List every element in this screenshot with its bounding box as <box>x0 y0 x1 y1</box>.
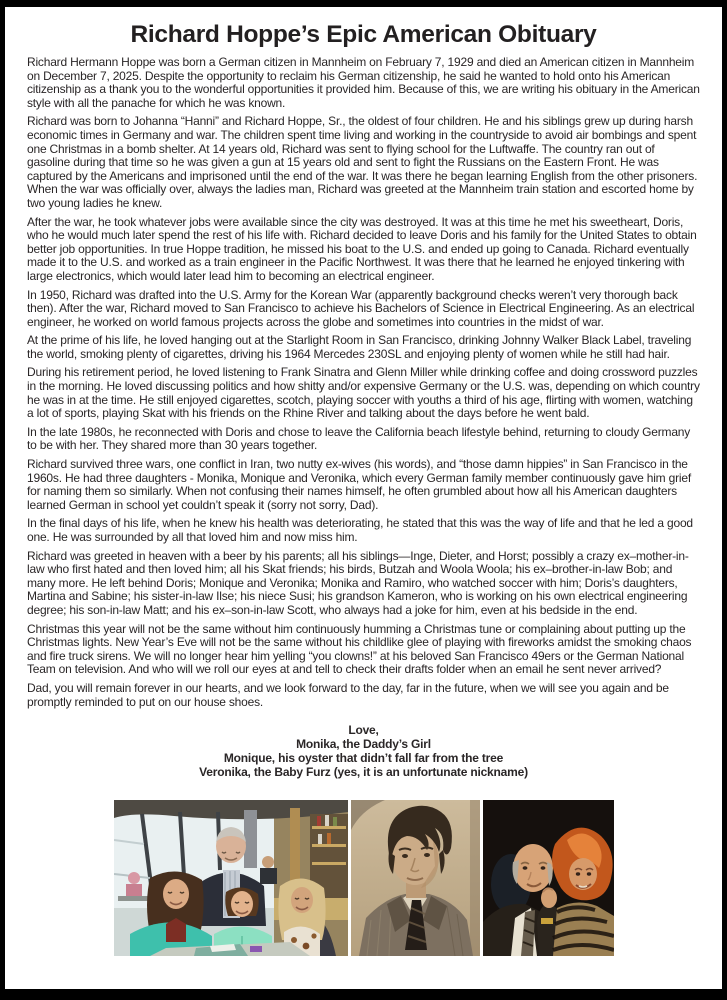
obituary-paragraph: In the late 1980s, he reconnected with Doris and chose to leave the California beach lifestyle behind, returning to cloudy Germany to be with her. They shared more than 30 years together. <box>27 424 691 453</box>
signature-line: Veronika, the Baby Furz (yes, it is an unfortunate nickname) <box>199 764 528 779</box>
obituary-page <box>5 7 722 989</box>
obituary-paragraph: At the prime of his life, he loved hanging out at the Starlight Room in San Francisco, drinking Johnny Walker Black Label, traveling the world, smoking plenty of cigarettes, driving his 1964 Mercedes 230SL and enjoying plenty of women while he still had hair. <box>27 333 692 361</box>
page-title: Richard Hoppe’s Epic American Obituary <box>130 21 597 48</box>
obituary-paragraph: In the final days of his life, when he knew his health was deteriorating, he stated that this was the way of life and that he led a good one. He was surrounded by all that loved him and now miss him. <box>27 516 693 544</box>
obituary-paragraph: Richard survived three wars, one conflict in Iran, two nutty ex-wives (his words), and “those damn hippies” in San Francisco in the 1960s. He had three daughters - Monika, Monique and Veronika, which every German family member continuously gave him grief for naming them so similarly. When not confusing their names himself, he often grumbled about how all his American daughters learned German in school yet couldn’t speak it (sorry not sorry, Dad). <box>27 457 691 512</box>
signature-line: Monika, the Daddy’s Girl <box>296 736 431 751</box>
obituary-paragraph: During his retirement period, he loved listening to Frank Sinatra and Glenn Miller while drinking coffee and doing crossword puzzles in the morning. He loved discussing politics and how shitty and/or expensive Germany or the U.S. was, depending on which country he was in at the time. He still enjoyed cigarettes, scotch, playing soccer with youths a third of his age, flirting with women, watching a lot of sports, playing Skat with his friends on the Rhine River and talking about the days before he went bald. <box>27 365 700 421</box>
signature-line: Love, <box>348 723 379 738</box>
obituary-body <box>27 56 700 709</box>
obituary-paragraph: In 1950, Richard was drafted into the U.S. Army for the Korean War (apparently background checks weren’t very thorough back then). After the war, Richard moved to San Francisco to achieve his Bachelors of Science in Electrical Engineering. As an electrical engineer, he worked on world famous projects across the globe and sometimes into countries in the midst of war. <box>27 287 695 329</box>
obituary-paragraph: Christmas this year will not be the same without him continuously humming a Christmas tune or complaining about putting up the Christmas lights. New Year’s Eve will not be the same without his childlike glee of playing with fireworks amidst the smoking chaos and fire truck sirens. We will no longer hear him yelling “you clowns!” at his beloved San Francisco 49ers or the German National Team on television. And who will we roll our eyes at and tell to check their drafts folder when an email he sent never arrived? <box>27 621 692 677</box>
obituary-paragraph: Richard was greeted in heaven with a beer by his parents; all his siblings—Inge, Dieter, and Horst; possibly a crazy ex–mother-in-law who first hated and then loved him; all his Skat friends; his birds, Butzah and Woola Woola; his ex–brother-in-law Bob; and many more. He left behind Doris; Monique and Veronika; Monika and Ramiro, who watched soccer with him; Doris’s daughters, Martina and Sabine; his sister-in-law Ilse; his niece Susi; his grandson Kameron, who is working on his own electrical engineering degree; his son-in-law Matt; and his ex–son-in-law Scott, who always had a joke for him, even at his bedside in the end. <box>27 548 689 617</box>
obituary-paragraph: After the war, he took whatever jobs were available since the city was destroyed. It was at this time he met his sweetheart, Doris, who he would much later spend the rest of his life with. Richard decided to leave Doris and his family for the United States to obtain better job opportunities. In true Hoppe tradition, he missed his boat to the U.S. and ended up going to Canada. Richard eventually made it to the U.S. and worked as a train engineer in the Pacific Northwest. It was there that he learned he enjoyed tinkering with large electronics, which would later lead him to becoming an electrical engineer. <box>27 214 697 283</box>
obituary-paragraph: Dad, you will remain forever in our hearts, and we look forward to the day, far in the future, when we will see you again and be promptly reminded to put on our house shoes. <box>27 680 669 709</box>
photo-strip <box>27 800 700 956</box>
photo-richard-and-doris <box>483 800 614 956</box>
signature-line: Monique, his oyster that didn’t fall far from the tree <box>223 750 504 765</box>
page-content <box>5 21 722 956</box>
photo-family-lunch <box>114 800 348 956</box>
obituary-paragraph: Richard Hermann Hoppe was born a German citizen in Mannheim on February 7, 1929 and died an American citizen in Mannheim on December 7, 2025. Despite the opportunity to reclaim his German citizenship, he said he wanted to hold onto his American citizenship as a thank you to the wonderful opportunities it provided him. Because of this, we are writing his obituary in the American style with all the panache for which he was known. <box>27 55 700 110</box>
photo-young-richard <box>351 800 480 956</box>
obituary-paragraph: Richard was born to Johanna “Hanni” and Richard Hoppe, Sr., the oldest of four children. He and his siblings grew up during harsh economic times in Germany and war. The children spent time living and working in the countryside to avoid air bombings and spent one Christmas in a bomb shelter. At 14 years old, Richard was sent to flying school for the Luftwaffe. The country ran out of gasoline during that time so he was given a gun at 15 years old and sent to fight the Russians on the Eastern Front. He was captured by the Americans and imprisoned until the end of the war. It was there he began learning English from the other prisoners. When the war was officially over, always the ladies man, Richard was greeted at the Mannheim train station and escorted home by two young ladies he knew. <box>27 114 698 210</box>
signature-block <box>27 724 700 779</box>
